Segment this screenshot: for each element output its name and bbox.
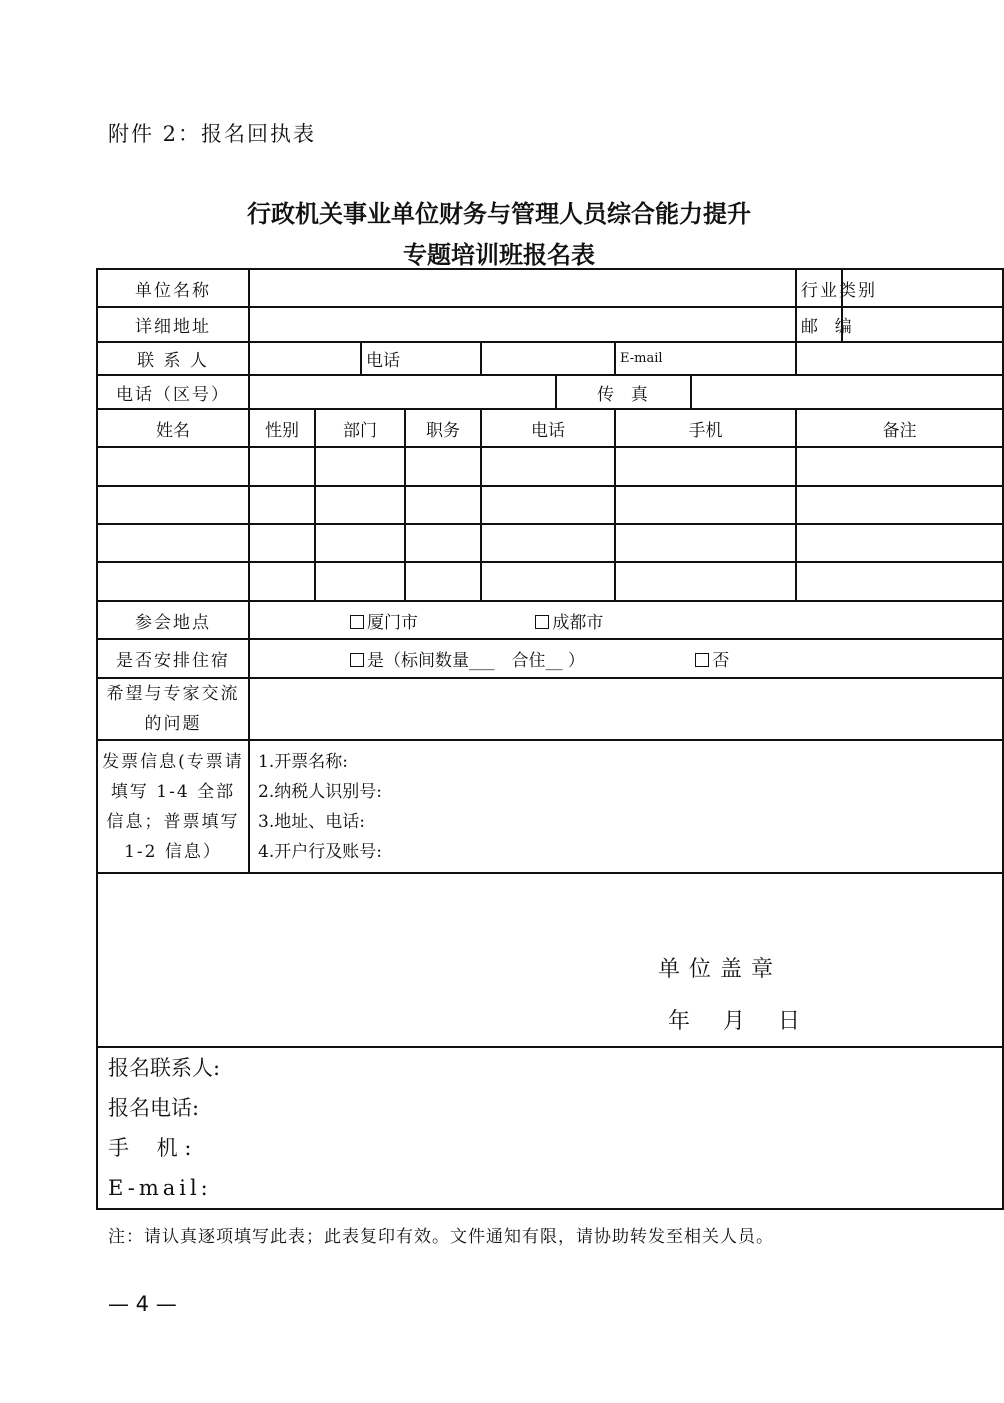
- lodging-options: [249, 639, 1003, 678]
- invoice-line-taxid: 2.纳税人识别号:: [258, 781, 382, 802]
- invoice-line-bank: 4.开户行及账号:: [258, 841, 382, 862]
- venue-option-xiamen[interactable]: 厦门市: [350, 608, 530, 633]
- page-number: — 4 —: [108, 1292, 177, 1316]
- phone-field[interactable]: [481, 342, 615, 375]
- seal-area: [97, 873, 1003, 1047]
- lodging-option-yes[interactable]: 是（标间数量___ 合住__ ）: [350, 646, 690, 671]
- cell[interactable]: [481, 524, 615, 562]
- phone-area-field[interactable]: [249, 375, 556, 409]
- cell[interactable]: [249, 486, 315, 524]
- cell[interactable]: [796, 486, 1003, 524]
- col-phone: 电话: [481, 409, 615, 447]
- participants-header-row: [97, 409, 1003, 447]
- cell[interactable]: [315, 524, 405, 562]
- invoice-line-name: 1.开票名称:: [258, 751, 348, 772]
- date-day: 日: [778, 1009, 801, 1034]
- postcode-label: 邮 编: [796, 307, 842, 342]
- checkbox-icon[interactable]: [350, 653, 364, 667]
- table-row: [97, 524, 1003, 562]
- cell[interactable]: [481, 562, 615, 601]
- cell[interactable]: [97, 562, 249, 601]
- seal-label: 单位盖章: [658, 957, 783, 982]
- cell[interactable]: [405, 562, 481, 601]
- registration-form: [96, 268, 1004, 1210]
- cell[interactable]: [315, 447, 405, 486]
- seal-date: [668, 1004, 826, 1035]
- cell[interactable]: [615, 486, 796, 524]
- cell[interactable]: [97, 447, 249, 486]
- cell[interactable]: [97, 524, 249, 562]
- table-row: [97, 447, 1003, 486]
- question-label: 希望与专家交流的问题: [97, 678, 249, 740]
- phone-area-label: 电话（区号）: [97, 375, 249, 409]
- cell[interactable]: [315, 486, 405, 524]
- invoice-label: 发票信息(专票请填写 1-4 全部信息；普票填写 1-2 信息）: [97, 740, 249, 873]
- lodging-option-no[interactable]: 否: [695, 646, 729, 671]
- reg-mobile-line[interactable]: 手 机 :: [108, 1136, 192, 1160]
- table-row: [97, 562, 1003, 601]
- col-gender: 性别: [249, 409, 315, 447]
- cell[interactable]: [249, 447, 315, 486]
- cell[interactable]: [481, 486, 615, 524]
- contact-label: 联 系 人: [97, 342, 249, 375]
- cell[interactable]: [405, 447, 481, 486]
- date-month: 月: [723, 1009, 746, 1034]
- col-name: 姓名: [97, 409, 249, 447]
- cell[interactable]: [796, 447, 1003, 486]
- venue-label: 参会地点: [97, 601, 249, 639]
- cell[interactable]: [615, 447, 796, 486]
- table-row: [97, 486, 1003, 524]
- unit-name-label: 单位名称: [97, 269, 249, 307]
- cell[interactable]: [405, 524, 481, 562]
- checkbox-icon[interactable]: [535, 615, 549, 629]
- cell[interactable]: [249, 524, 315, 562]
- date-year: 年: [668, 1009, 691, 1034]
- form-title-line1: 行政机关事业单位财务与管理人员综合能力提升: [247, 200, 751, 228]
- fax-field[interactable]: [691, 375, 1003, 409]
- lodging-label: 是否安排住宿: [97, 639, 249, 678]
- invoice-details[interactable]: [249, 740, 1003, 873]
- venue-option-chengdu[interactable]: 成都市: [535, 608, 603, 633]
- cell[interactable]: [249, 562, 315, 601]
- email-label: E-mail: [615, 342, 796, 375]
- postcode-field[interactable]: [842, 307, 1003, 342]
- reg-email-line[interactable]: E-mail:: [108, 1176, 212, 1200]
- col-remarks: 备注: [796, 409, 1003, 447]
- question-field[interactable]: [249, 678, 1003, 740]
- col-department: 部门: [315, 409, 405, 447]
- col-position: 职务: [405, 409, 481, 447]
- email-field[interactable]: [796, 342, 1003, 375]
- footer-note: 注：请认真逐项填写此表；此表复印有效。文件通知有限，请协助转发至相关人员。: [108, 1227, 774, 1247]
- fax-label: 传 真: [556, 375, 691, 409]
- unit-name-field[interactable]: [249, 269, 796, 307]
- industry-label: 行业类别: [796, 269, 842, 307]
- reg-contact-line[interactable]: 报名联系人:: [108, 1056, 221, 1080]
- form-title-line2: 专题培训班报名表: [403, 241, 595, 269]
- cell[interactable]: [97, 486, 249, 524]
- cell[interactable]: [615, 562, 796, 601]
- cell[interactable]: [405, 486, 481, 524]
- contact-field[interactable]: [249, 342, 361, 375]
- registration-contact-area: [97, 1047, 1003, 1209]
- cell[interactable]: [796, 524, 1003, 562]
- cell[interactable]: [481, 447, 615, 486]
- address-label: 详细地址: [97, 307, 249, 342]
- venue-options: [249, 601, 1003, 639]
- cell[interactable]: [796, 562, 1003, 601]
- checkbox-icon[interactable]: [695, 653, 709, 667]
- cell[interactable]: [315, 562, 405, 601]
- checkbox-icon[interactable]: [350, 615, 364, 629]
- cell[interactable]: [615, 524, 796, 562]
- col-mobile: 手机: [615, 409, 796, 447]
- phone-label: 电话: [361, 342, 481, 375]
- invoice-line-address: 3.地址、电话:: [258, 811, 365, 832]
- attachment-label: 附件 2：报名回执表: [108, 122, 317, 146]
- address-field[interactable]: [249, 307, 796, 342]
- reg-phone-line[interactable]: 报名电话:: [108, 1096, 200, 1120]
